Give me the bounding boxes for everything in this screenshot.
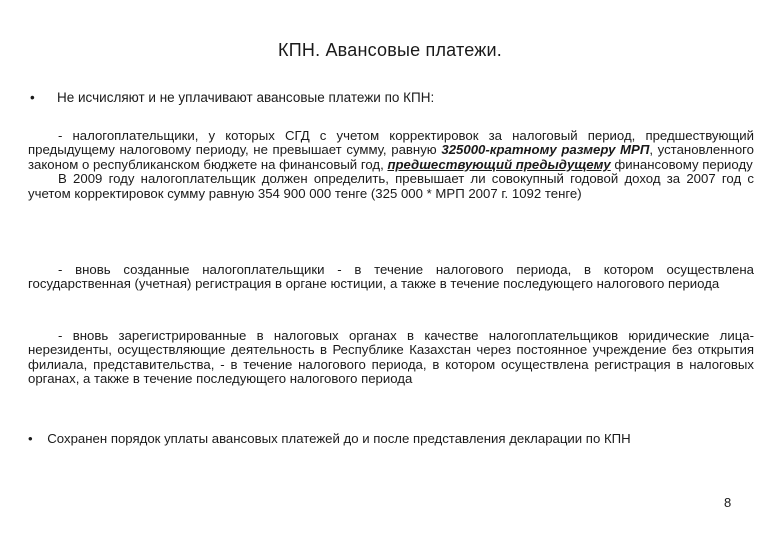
slide-title: КПН. Авансовые платежи. [278, 40, 502, 60]
item2-text: - вновь созданные налогоплательщики - в течение налогового периода, в котором осуществлена государственная (учетная) регистрация в органе юстиции, а также в течение последующего налогового периода [28, 262, 754, 292]
item1-emphasis-period: предшествующий предыдущему [387, 156, 611, 172]
item1-emphasis-mrp: 325000-кратному размеру МРП [441, 142, 650, 158]
intro-bullet [30, 90, 434, 105]
bullet-marker: • [30, 90, 35, 105]
item-small-taxpayers [28, 129, 754, 201]
intro-bullet-text: Не исчисляют и не уплачивают авансовые платежи по КПН: [57, 90, 435, 105]
bullet-marker: • [28, 431, 33, 446]
page-number: 8 [724, 495, 732, 510]
final-bullet-text: Сохранен порядок уплаты авансовых платежей до и после представления декларации по КПН [47, 431, 631, 446]
final-bullet [28, 432, 754, 446]
item1-prefix: - налогоплательщики, у которых СГД с учетом корректировок за налоговый период, предшествующий предыдущему налоговому периоду, не превышает сумму, равную [28, 128, 754, 158]
item3-text: - вновь зарегистрированные в налоговых органах в качестве налогоплательщиков юридические лица-нерезиденты, осуществляющие деятельность в Республике Казахстан через постоянное учреждение без открытия филиала, представительства, - в течение налогового периода, в котором осуществлена регистрация в налоговых органах, а также в течение последующего налогового периода [28, 328, 754, 387]
item1-example: В 2009 году налогоплательщик должен определить, превышает ли совокупный годовой доход за 2007 год с учетом корректировок сумму равную 354 900 000 тенге (325 000 * МРП 2007 г. 1092 тенге) [28, 171, 754, 201]
item1-suffix: финансовому периоду [610, 156, 753, 172]
item-nonresidents [28, 329, 754, 387]
item-new-taxpayers [28, 263, 754, 292]
item1-middle: , установленного законом о республиканском бюджете на финансовый год, [28, 142, 755, 172]
